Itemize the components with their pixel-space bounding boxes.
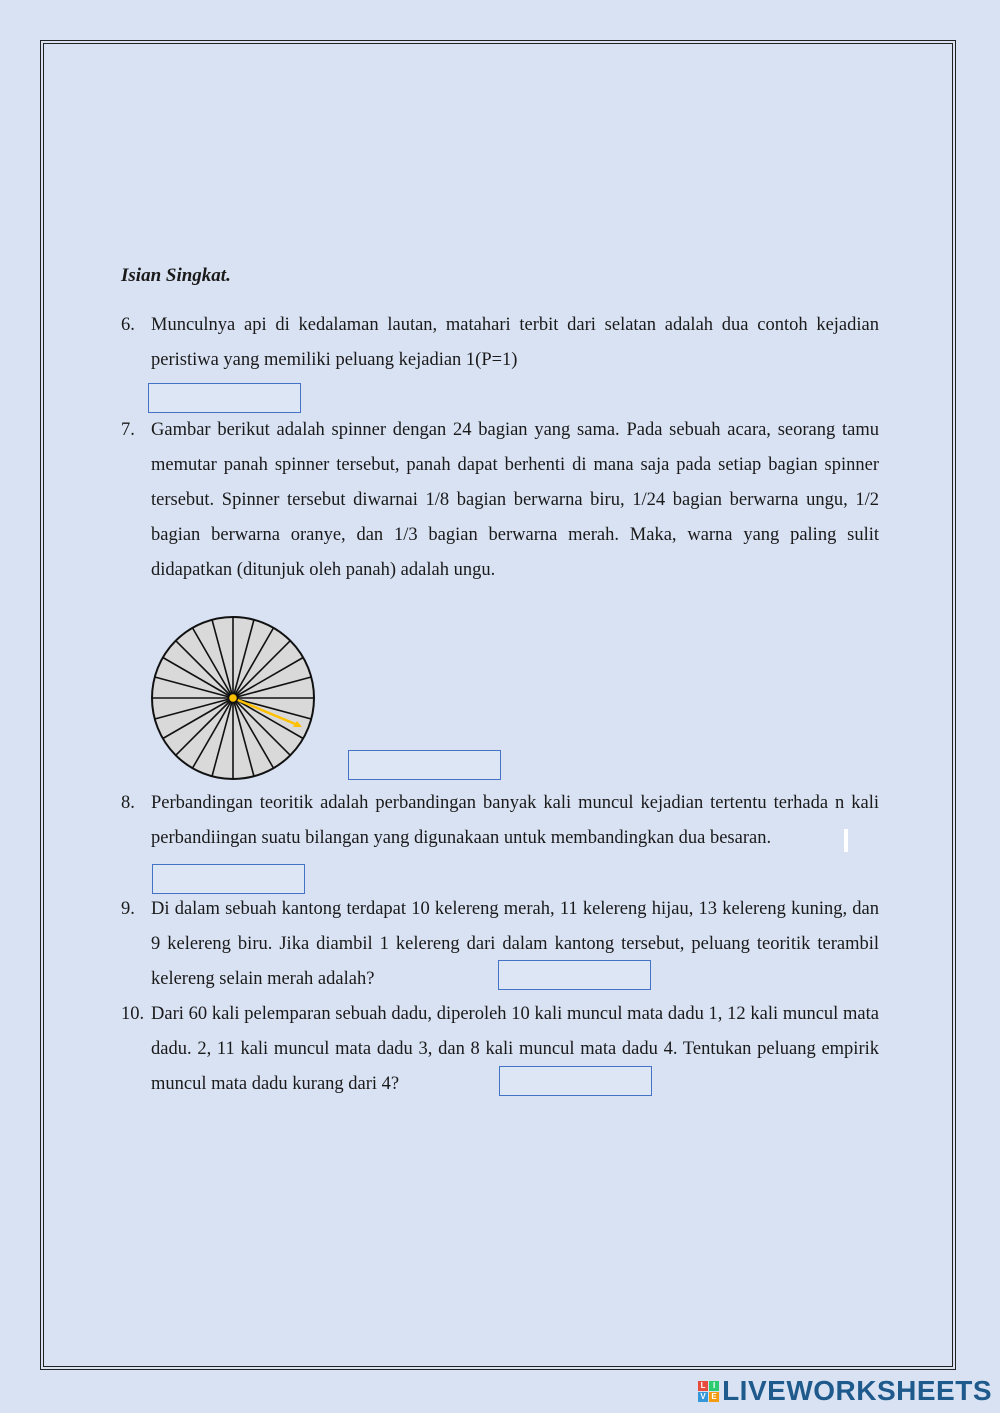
section-heading: Isian Singkat. xyxy=(121,265,231,286)
question-number: 8. xyxy=(121,793,135,813)
answer-input-7[interactable] xyxy=(348,750,501,780)
liveworksheets-logo[interactable] xyxy=(698,1375,992,1407)
question-text: Dari 60 kali pelemparan sebuah dadu, diperoleh 10 kali muncul mata dadu 1, 12 kali muncul mata dadu. 2, 11 kali muncul mata dadu 3, dan 8 kali muncul mata dadu 4. Tentukan peluang empirik muncul mata dadu kurang dari 4? xyxy=(151,1004,879,1094)
logo-letter: E xyxy=(709,1392,719,1402)
question-8 xyxy=(121,786,879,856)
logo-letter: I xyxy=(709,1381,719,1391)
question-text: Munculnya api di kedalaman lautan, matahari terbit dari selatan adalah dua contoh kejadian peristiwa yang memiliki peluang kejadian 1(P=1) xyxy=(151,315,879,370)
logo-icon xyxy=(698,1381,719,1402)
question-number: 7. xyxy=(121,420,135,440)
question-number: 6. xyxy=(121,315,135,335)
answer-input-8[interactable] xyxy=(152,864,305,894)
question-7 xyxy=(121,413,879,588)
answer-input-6[interactable] xyxy=(148,383,301,413)
answer-input-9[interactable] xyxy=(498,960,651,990)
question-text: Perbandingan teoritik adalah perbandingan banyak kali muncul kejadian tertentu terhada n kali perbandiingan suatu bilangan yang digunakaan untuk membandingkan dua besaran. xyxy=(151,793,879,848)
brand-name: LIVEWORKSHEETS xyxy=(722,1375,992,1406)
question-text: Gambar berikut adalah spinner dengan 24 bagian yang sama. Pada sebuah acara, seorang tamu memutar panah spinner tersebut, panah dapat berhenti di mana saja pada setiap bagian spinner tersebut. Spinner tersebut diwarnai 1/8 bagian berwarna biru, 1/24 bagian berwarna ungu, 1/2 bagian berwarna oranye, dan 1/3 bagian berwarna merah. Maka, warna yang paling sulit didapatkan (ditunjuk oleh panah) adalah ungu. xyxy=(151,420,879,580)
question-number: 9. xyxy=(121,899,135,919)
answer-input-10[interactable] xyxy=(499,1066,652,1096)
question-6 xyxy=(121,308,879,378)
question-number: 10. xyxy=(121,1004,145,1024)
spinner-center xyxy=(229,694,238,703)
text-cursor xyxy=(844,829,848,852)
logo-letter: L xyxy=(698,1381,708,1391)
question-text: Di dalam sebuah kantong terdapat 10 kelereng merah, 11 kelereng hijau, 13 kelereng kuning, dan 9 kelereng biru. Jika diambil 1 kelereng dari dalam kantong tersebut, peluang teoritik terambil kelereng selain merah adalah? xyxy=(151,899,879,989)
logo-letter: V xyxy=(698,1392,708,1402)
spinner-image xyxy=(150,615,316,781)
